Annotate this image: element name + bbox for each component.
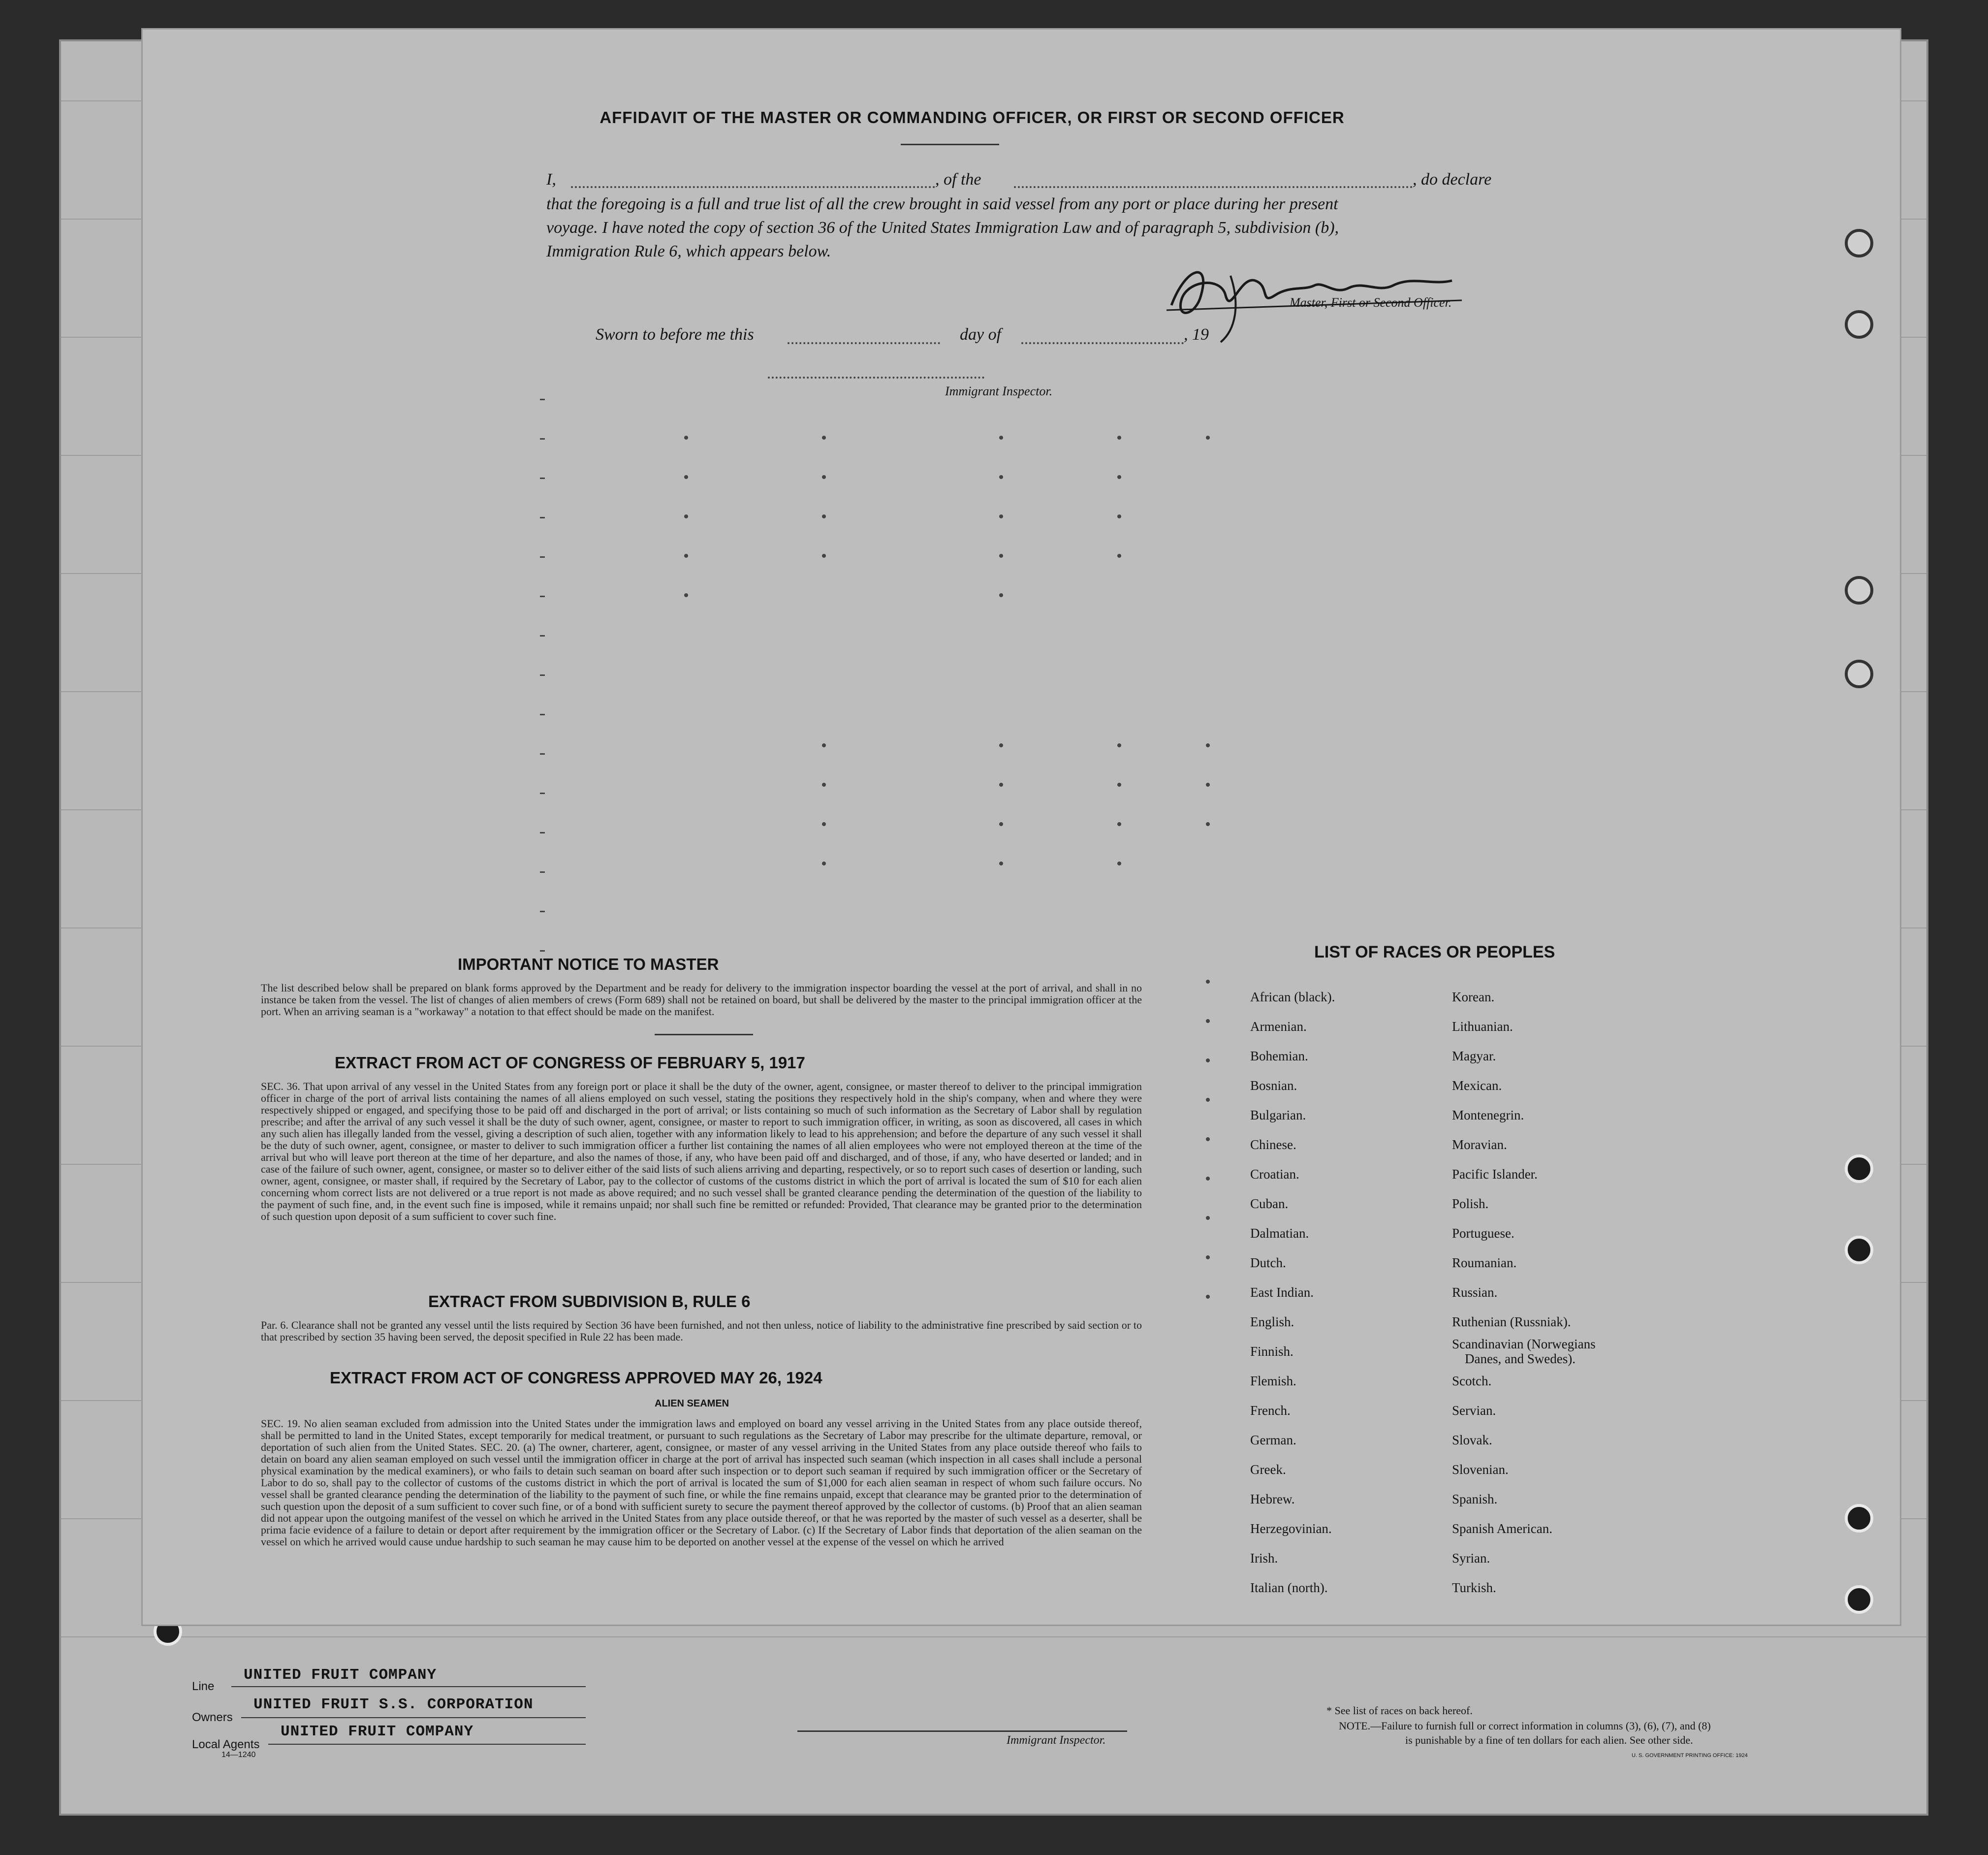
race-item: Magyar. <box>1452 1049 1496 1063</box>
race-item: Dalmatian. <box>1250 1226 1309 1241</box>
extract-1924-body: SEC. 19. No alien seaman excluded from admission into the United States under the immigration laws and employed on board any vessel arriving in the United States from any place outside thereof, shall be permitted to land in the United States, except temporarily for medical treatment, or pursuant to such regulations as the Secretary of Labor may prescribe for the ultimate departure, removal, or deportation of such alien from the United States. SEC. 20. (a) The owner, charterer, agent, consignee, or master of any vessel arriving in the United States from any place outside thereof who fails to detain on board any alien seaman employed on such vessel until the immigration officer in charge at the port of arrival has inspected such seaman (which inspection in all cases shall include a personal physical examination by the medical examiners), or who fails to detain such seaman on board after such inspection or to deport such seaman if required by such immigration officer or the Secretary of Labor to do so, shall pay to the collector of customs of the customs district in which the port of arrival is located the sum of $1,000 for each alien seaman in respect of whom such failure occurs. No vessel shall be granted clearance pending the determination of the liability to the payment of such fine, or while the fine remains unpaid, except that clearance may be granted prior to the determination of such question upon the deposit of a sum sufficient to cover such fine, or of a bond with sufficient surety to secure the payment thereof approved by the collector of customs. (b) Proof that an alien seaman did not appear upon the outgoing manifest of the vessel on which he arrived in the United States from any place outside thereof, or that he was reported by the master of such vessel as a deserter, shall be prima facie evidence of a failure to detain or deport after requirement by the immigration officer or the Secretary of Labor. (c) If the Secretary of Labor finds that deportation of the alien seaman on the vessel on which he arrived would cause undue hardship to such seaman he may cause him to be deported on another vessel at the expense of the vessel on which he arrived <box>261 1418 1142 1548</box>
race-item: Pacific Islander. <box>1452 1167 1538 1182</box>
race-item: Herzegovinian. <box>1250 1521 1332 1536</box>
race-item: Flemish. <box>1250 1374 1296 1388</box>
races-title: LIST OF RACES OR PEOPLES <box>1314 943 1555 961</box>
affidavit-body-line3: voyage. I have noted the copy of section 36 of the United States Immigration Law and of paragraph 5, subdivision (b), <box>546 219 1339 237</box>
race-item: Moravian. <box>1452 1137 1507 1152</box>
affidavit-declarant-prefix: I, <box>546 170 556 189</box>
notice-title: IMPORTANT NOTICE TO MASTER <box>458 955 719 973</box>
affidavit-body-line4: Immigration Rule 6, which appears below. <box>546 242 831 260</box>
race-item: Chinese. <box>1250 1137 1296 1152</box>
races-left-column <box>1250 982 1335 1602</box>
local-agents-value: UNITED FRUIT COMPANY <box>281 1723 474 1740</box>
binder-hole-right-1 <box>1845 229 1873 257</box>
race-item: English. <box>1250 1314 1294 1329</box>
race-item: Portuguese. <box>1452 1226 1515 1241</box>
sworn-year: , 19 <box>1184 325 1209 344</box>
form-number: 14—1240 <box>221 1751 256 1759</box>
penalty-note-line1: NOTE.—Failure to furnish full or correct information in columns (3), (6), (7), and (8) <box>1339 1720 1711 1732</box>
race-item: Finnish. <box>1250 1344 1294 1359</box>
race-item: German. <box>1250 1433 1296 1447</box>
race-item: Turkish. <box>1452 1580 1496 1595</box>
race-item: Italian (north). <box>1250 1580 1328 1595</box>
sworn-day-blank[interactable] <box>788 342 940 344</box>
affidavit-title-rule <box>901 144 999 145</box>
line-underline <box>231 1686 586 1687</box>
sworn-prefix: Sworn to before me this <box>596 325 754 344</box>
race-item: Scandinavian (Norwegians <box>1452 1337 1596 1351</box>
sworn-month-blank[interactable] <box>1021 342 1184 344</box>
extract-1924-title: EXTRACT FROM ACT OF CONGRESS APPROVED MAY 26, 1924 <box>330 1369 822 1387</box>
binder-hole-right-5 <box>1845 1154 1873 1183</box>
local-agents-label: Local Agents <box>192 1738 260 1751</box>
footer-inspector-caption: Immigrant Inspector. <box>1007 1734 1106 1747</box>
affidavit-sheet <box>143 30 1900 1625</box>
vessel-name-blank[interactable] <box>1014 186 1413 188</box>
printing-office: U. S. GOVERNMENT PRINTING OFFICE: 1924 <box>1632 1753 1748 1759</box>
binder-hole-right-7 <box>1845 1504 1873 1533</box>
race-item: Korean. <box>1452 990 1495 1004</box>
affidavit-inspector-caption: Immigrant Inspector. <box>945 384 1053 398</box>
affidavit-title: AFFIDAVIT OF THE MASTER OR COMMANDING OFFICER, OR FIRST OR SECOND OFFICER <box>600 108 1345 127</box>
race-item: Mexican. <box>1452 1078 1502 1093</box>
race-item: Danes, and Swedes). <box>1465 1351 1576 1366</box>
affidavit-of-the: , of the <box>935 170 981 189</box>
binder-hole-right-3 <box>1845 576 1873 605</box>
extract-rule6-body: Par. 6. Clearance shall not be granted any vessel until the lists required by Section 36 have been furnished, and not then unless, notice of liability to the administrative fine prescribed by said section or to that prescribed by section 35 having been served, the deposit specified in Rule 22 has been made. <box>261 1319 1142 1343</box>
race-item: Bulgarian. <box>1250 1108 1306 1122</box>
extract-1917-title: EXTRACT FROM ACT OF CONGRESS OF FEBRUARY 5, 1917 <box>335 1054 805 1072</box>
race-item: Cuban. <box>1250 1196 1289 1211</box>
race-item: Slovenian. <box>1452 1462 1509 1477</box>
race-item: Bosnian. <box>1250 1078 1297 1093</box>
line-label: Line <box>192 1680 215 1693</box>
race-item: East Indian. <box>1250 1285 1314 1300</box>
race-item: Lithuanian. <box>1452 1019 1513 1034</box>
notice-rule <box>655 1034 753 1035</box>
race-item: Russian. <box>1452 1285 1498 1300</box>
race-item: Servian. <box>1452 1403 1496 1418</box>
extract-rule6-title: EXTRACT FROM SUBDIVISION B, RULE 6 <box>428 1292 751 1311</box>
race-item: Scotch. <box>1452 1374 1492 1388</box>
affidavit-body-line2: that the foregoing is a full and true list of all the crew brought in said vessel from any port or place during her present <box>546 195 1338 213</box>
race-item: African (black). <box>1250 990 1335 1004</box>
race-item: Spanish American. <box>1452 1521 1552 1536</box>
race-item: Polish. <box>1452 1196 1489 1211</box>
race-item: Greek. <box>1250 1462 1286 1477</box>
race-item: Hebrew. <box>1250 1492 1295 1506</box>
race-item: Armenian. <box>1250 1019 1307 1034</box>
binder-hole-right-2 <box>1845 310 1873 339</box>
affidavit-do-declare: , do declare <box>1413 170 1492 189</box>
races-right-column <box>1452 982 1596 1602</box>
race-item: Syrian. <box>1452 1551 1490 1566</box>
owners-label: Owners <box>192 1711 233 1724</box>
extract-1924-subtitle: ALIEN SEAMEN <box>655 1398 729 1409</box>
owners-underline <box>241 1717 586 1718</box>
penalty-note-line2: is punishable by a fine of ten dollars for each alien. See other side. <box>1405 1734 1693 1746</box>
binder-hole-right-4 <box>1845 660 1873 688</box>
race-item: Roumanian. <box>1452 1255 1517 1270</box>
binder-hole-right-6 <box>1845 1236 1873 1264</box>
race-item: Irish. <box>1250 1551 1278 1566</box>
race-item: French. <box>1250 1403 1291 1418</box>
inspector-signature-blank[interactable] <box>768 377 984 379</box>
races-note: * See list of races on back hereof. <box>1326 1704 1473 1717</box>
race-item: Dutch. <box>1250 1255 1286 1270</box>
extract-1917-body: SEC. 36. That upon arrival of any vessel in the United States from any foreign port or place it shall be the duty of the owner, agent, consignee, or master thereof to deliver to the principal immigration officer in charge of the port of arrival lists containing the names of all aliens employed on such vessel, stating the positions they respectively hold in the ship's company, when and where they were respectively shipped or engaged, and specifying those to be paid off and discharged in the port of arrival; or lists containing so much of such information as the Secretary of Labor shall by regulation prescribe; and after the arrival of any such vessel it shall be the duty of such owner, agent, consignee, or master to report to such immigration officer, in writing, as soon as discovered, all cases in which any such alien has illegally landed from the vessel, giving a description of such alien, together with any information likely to lead to his apprehension; and before the departure of any such vessel it shall be the duty of such owner, agent, consignee, or master to deliver to such immigration officer a further list containing the names of all alien employees who were not employed thereon at the time of the arrival but who will leave port thereon at the time of her departure, and also the names of those, if any, who have been paid off and discharged, and of those, if any, who have deserted or landed; and in case of the failure of such owner, agent, consignee, or master so to deliver either of the said lists of such aliens arriving and departing, respectively, or so to report such cases of desertion or landing, such owner, agent, consignee, or master shall, if required by the Secretary of Labor, pay to the collector of customs of the customs district in which the port of arrival is located the sum of $10 for each alien concerning whom correct lists are not delivered or a true report is not made as above required; and no such vessel shall be granted clearance pending the determination of the question of the liability to the payment of such fine, and, in the event such fine is imposed, while it remains unpaid; nor shall such fine be remitted or refunded: Provided, That clearance may be granted prior to the determination of such question upon deposit of a sum sufficient to cover such fine. <box>261 1080 1142 1222</box>
race-item: Spanish. <box>1452 1492 1498 1506</box>
race-item: Croatian. <box>1250 1167 1299 1182</box>
sworn-day-of: day of <box>960 325 1002 344</box>
declarant-name-blank[interactable] <box>571 186 935 188</box>
notice-body: The list described below shall be prepared on blank forms approved by the Department and be ready for delivery to the immigration inspector boarding the vessel at the port of arrival, and shall in no instance be taken from the vessel. The list of changes of alien members of crews (Form 689) shall not be retained on board, but shall be delivered by the master to the principal immigration officer at the port. When an arriving seaman is a "workaway" a notation to that effect should be made on the manifest. <box>261 982 1142 1018</box>
race-item: Bohemian. <box>1250 1049 1308 1063</box>
owners-value: UNITED FRUIT S.S. CORPORATION <box>253 1696 534 1713</box>
line-value: UNITED FRUIT COMPANY <box>244 1666 437 1684</box>
local-agents-underline <box>268 1744 586 1745</box>
footer-inspector-line <box>797 1730 1127 1732</box>
binder-hole-right-8 <box>1845 1585 1873 1614</box>
race-item: Slovak. <box>1452 1433 1492 1447</box>
race-item: Ruthenian (Russniak). <box>1452 1314 1571 1329</box>
race-item: Montenegrin. <box>1452 1108 1524 1122</box>
signature-caption: Master, First or Second Officer. <box>1290 295 1452 310</box>
